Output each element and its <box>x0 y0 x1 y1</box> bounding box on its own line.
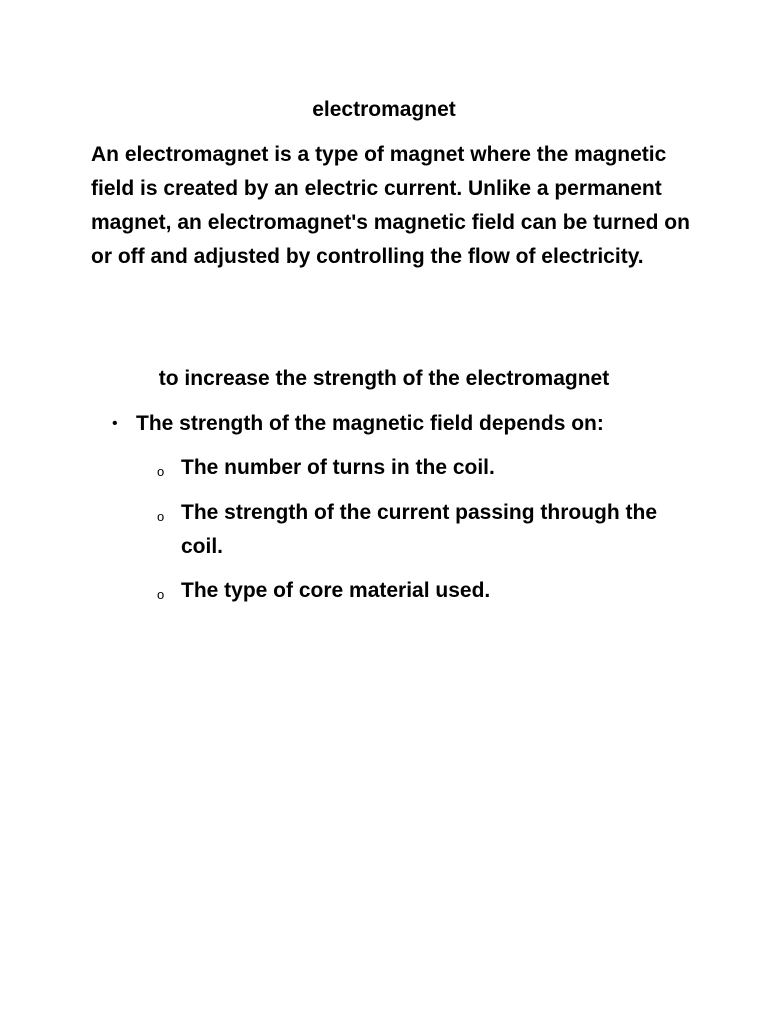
document-title: electromagnet <box>312 98 456 121</box>
list-item-text: The strength of the magnetic field depends on: <box>136 412 604 435</box>
sub-list-item-text: The type of core material used. <box>181 579 491 602</box>
bullet-icon: • <box>112 415 118 432</box>
section-heading: to increase the strength of the electromagnet <box>158 367 610 390</box>
sub-list-item-text: The strength of the current passing through the coil. <box>181 501 658 558</box>
sub-list-item-text: The number of turns in the coil. <box>181 456 495 479</box>
circle-bullet-icon: o <box>157 464 165 479</box>
circle-bullet-icon: o <box>157 509 165 524</box>
circle-bullet-icon: o <box>157 587 165 602</box>
intro-paragraph: An electromagnet is a type of magnet where the magnetic field is created by an electric current. Unlike a permanent magnet, an electromagnet's magnetic field can be turned on or off and adjusted by controlling the flow of electricity. <box>91 143 690 268</box>
